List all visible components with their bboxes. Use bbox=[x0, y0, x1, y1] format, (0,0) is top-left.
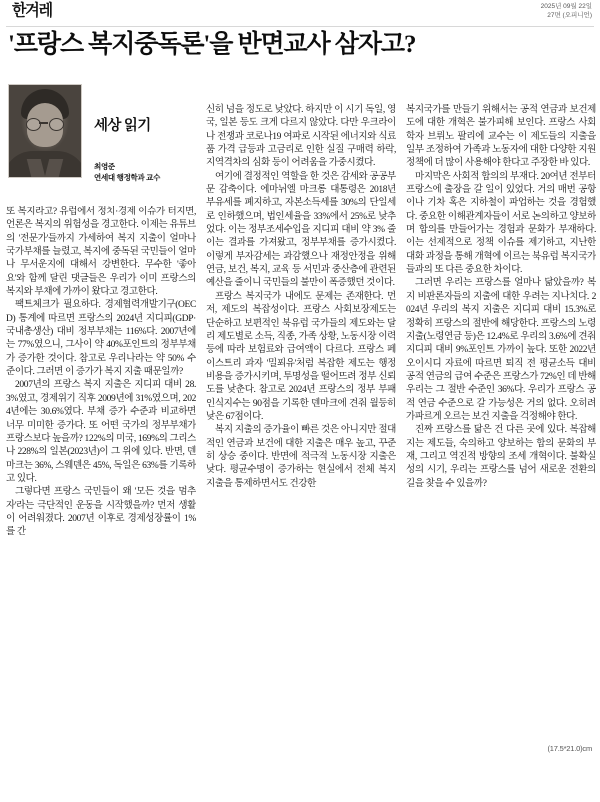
hankyoreh-logo: 한겨레 bbox=[12, 2, 52, 20]
column-3-body bbox=[406, 66, 596, 802]
paragraph: 신히 넘을 정도로 낮았다. 하지만 이 시기 독일, 영국, 일본 등도 크게 다르지 않았다. 다만 우크라이나 전쟁과 코로나19 여파로 시작된 에너지와 식료품 가격 급등과 고금리로 인한 실질 구매력 하락, 지역격차의 심화 등이 어려움을 가중시켰다. bbox=[206, 105, 396, 169]
paragraph: 또 복지라고? 유럽에서 정치·경제 이슈가 터지면, 언론은 복지의 위험성을 경고한다. 이제는 유튜브의 '전문가'들까지 가세하여 복지 지출이 얼마나 국가부채를 늘렸고, 복지에 중독된 국민들이 얼마나 무서운지에 대해서 강변한다. 무수한 '좋아요'와 함께 달린 댓글들은 우리가 이미 프랑스의 복지와 부채에 가까이 왔다고 경고한다. bbox=[6, 207, 196, 298]
article-columns bbox=[6, 66, 594, 766]
column-1-body bbox=[6, 206, 196, 764]
glasses-bridge bbox=[39, 122, 48, 124]
paragraph: 그렇다면 프랑스 국민들이 왜 '모든 것을 멈추자'라는 극단적인 운동을 시작했을까? 먼저 생활이 어려워졌다. 2007년 이후로 경제성장률이 1%를 간 bbox=[6, 487, 196, 538]
paragraph: 여기에 결정적인 역할을 한 것은 감세와 공공부문 감축이다. 에마뉘엘 마크롱 대통령은 2018년 부유세를 폐지하고, 자본소득세를 30%의 단일세로 인하했으며, 법인세율을 33%에서 25%로 낮추었다. 이는 정부조세수입을 지디피 대비 약 3% 줄이는 결과를 가져왔고, 정부부채를 증가시켰다. 이렇게 부자감세는 과감했으나 재정안정을 위해 연금, 보건, 복지, 교육 등 서민과 중산층에 관련된 예산을 줄이니 국민들의 불만이 폭증했던 것이다. bbox=[206, 171, 396, 289]
paragraph: 2007년의 프랑스 복지 지출은 지디피 대비 28.3%였고, 경제위기 직후 2009년에 31%였으며, 2024년에는 30.6%였다. 부채 증가 수준과 비교하면 너무 미미한 증가다. 또 어떤 국가의 정부부채가 프랑스보다 높을까? 122%의 미국, 169%의 그리스나 228%의 일본(2023년)이 그 위에 있다. 반면, 덴마크는 36%, 스웨덴은 45%, 독일은 63%를 기록하고 있다. bbox=[6, 380, 196, 484]
publication-meta bbox=[541, 2, 594, 20]
masthead-divider bbox=[6, 26, 594, 27]
column-3 bbox=[406, 66, 596, 766]
print-dimensions: (17.5*21.0)cm bbox=[547, 744, 592, 753]
column-2 bbox=[206, 66, 396, 766]
author-affiliation: 연세대 행정학과 교수 bbox=[94, 172, 161, 182]
paragraph: 진짜 프랑스를 닮은 건 다른 곳에 있다. 복잡해지는 제도들, 숙의하고 양보하는 합의 문화의 부재, 그리고 역진적 방향의 조세 개혁이다. 불확실성의 시기, 우리는 프랑스를 넘어 새로운 전환의 길을 찾을 수 있을까? bbox=[406, 425, 596, 489]
column-header-block bbox=[6, 66, 196, 206]
paragraph: 마지막은 사회적 합의의 부재다. 20여년 전부터 프랑스에 출장을 갈 일이 있었다. 거의 매번 공항이나 기차 혹은 지하철이 파업하는 것을 경험했다. 중요한 이해관계자들이 서로 논의하고 양보하며 합의를 만들어가는 경험과 문화가 부재하다. 이는 선제적으로 정책 이슈를 제기하고, 지난한 대화 과정을 통해 개혁에 이르는 북유럽 복지국가들과의 또 다른 중요한 차이다. bbox=[406, 171, 596, 276]
column-1 bbox=[6, 66, 196, 766]
byline bbox=[94, 162, 160, 183]
column-series-title: 세상 읽기 bbox=[94, 118, 151, 134]
author-name: 최영준 bbox=[94, 162, 115, 171]
paragraph: 그러면 우리는 프랑스를 얼마나 닮았을까? 복지 비판론자들의 지출에 대한 우려는 지나치다. 2024년 우리의 복지 지출은 지디피 대비 15.3%로 정확히 프랑스의 절반에 해당한다. 프랑스의 노령 지출(노령연금 등)은 12.4%로 우리의 3.6%에 견줘 지디피 대비 9%포인트 가까이 높다. 또한 2022년 오이시디 자료에 따르면 퇴직 전 평균소득 대비 공적 연금의 급여 수준은 프랑스가 72%인 데 반해 우리는 그 절반 수준인 36%다. 우리가 프랑스 공적 연금 수준으로 갈 가능성은 거의 없다. 오히려 가파르게 오르는 보건 지출을 걱정해야 한다. bbox=[406, 278, 596, 422]
page-section: 27면 (오피니언) bbox=[547, 11, 592, 19]
paragraph: 복지국가를 만들기 위해서는 공적 연금과 보건제도에 대한 개혁은 불가피해 보인다. 프랑스 사회학자 브뤼노 팔리에 교수는 이 제도들의 지출을 일부 조정하여 가족과 노동자에 대한 다양한 지원 정책에 더 많이 사용해야 한다고 주장한 바 있다. bbox=[406, 105, 596, 169]
publication-date: 2025년 09월 22일 bbox=[540, 3, 592, 10]
paragraph: 복지 지출의 증가율이 빠른 것은 아니지만 절대적인 연금과 보건에 대한 지출은 매우 높고, 꾸준히 상승 중이다. 반면에 적극적 노동시장 지출은 낮다. 평균수명이 증가하는 현실에서 전체 복지 지출을 통제하면서도 건강한 bbox=[206, 425, 396, 489]
author-photo bbox=[8, 84, 82, 178]
paragraph: 팩트체크가 필요하다. 경제협력개발기구(OECD) 통계에 따르면 프랑스의 2024년 지디피(GDP·국내총생산) 대비 정부부채는 116%다. 2007년에는 77%였으니, 그사이 약 40%포인트의 정부부채가 증가한 것이다. 참고로 우리나라는 약 50% 수준이다. 그러면 이 증가가 복지 지출 때문일까? bbox=[6, 300, 196, 378]
masthead bbox=[6, 0, 594, 24]
paragraph: 프랑스 복지국가 내에도 문제는 존재한다. 먼저, 제도의 복잡성이다. 프랑스 사회보장제도는 단순하고 보편적인 북유럽 국가들의 제도와는 달리 제도별로 소득, 직종, 가족 상황, 노동시장 이력 등에 따라 보험료와 급여액이 다르다. 프랑스 페이스트리 과자 '밀푀유'처럼 복잡한 제도는 행정 비용을 증가시키며, 투명성을 떨어뜨려 정부 신뢰도를 낮춘다. 참고로 2024년 프랑스의 정부 부패 인식지수는 90점을 기록한 덴마크에 견줘 월등히 낮은 67점이다. bbox=[206, 291, 396, 422]
column-2-body bbox=[206, 66, 396, 802]
article-headline: '프랑스 복지중독론'을 반면교사 삼자고? bbox=[8, 31, 416, 58]
